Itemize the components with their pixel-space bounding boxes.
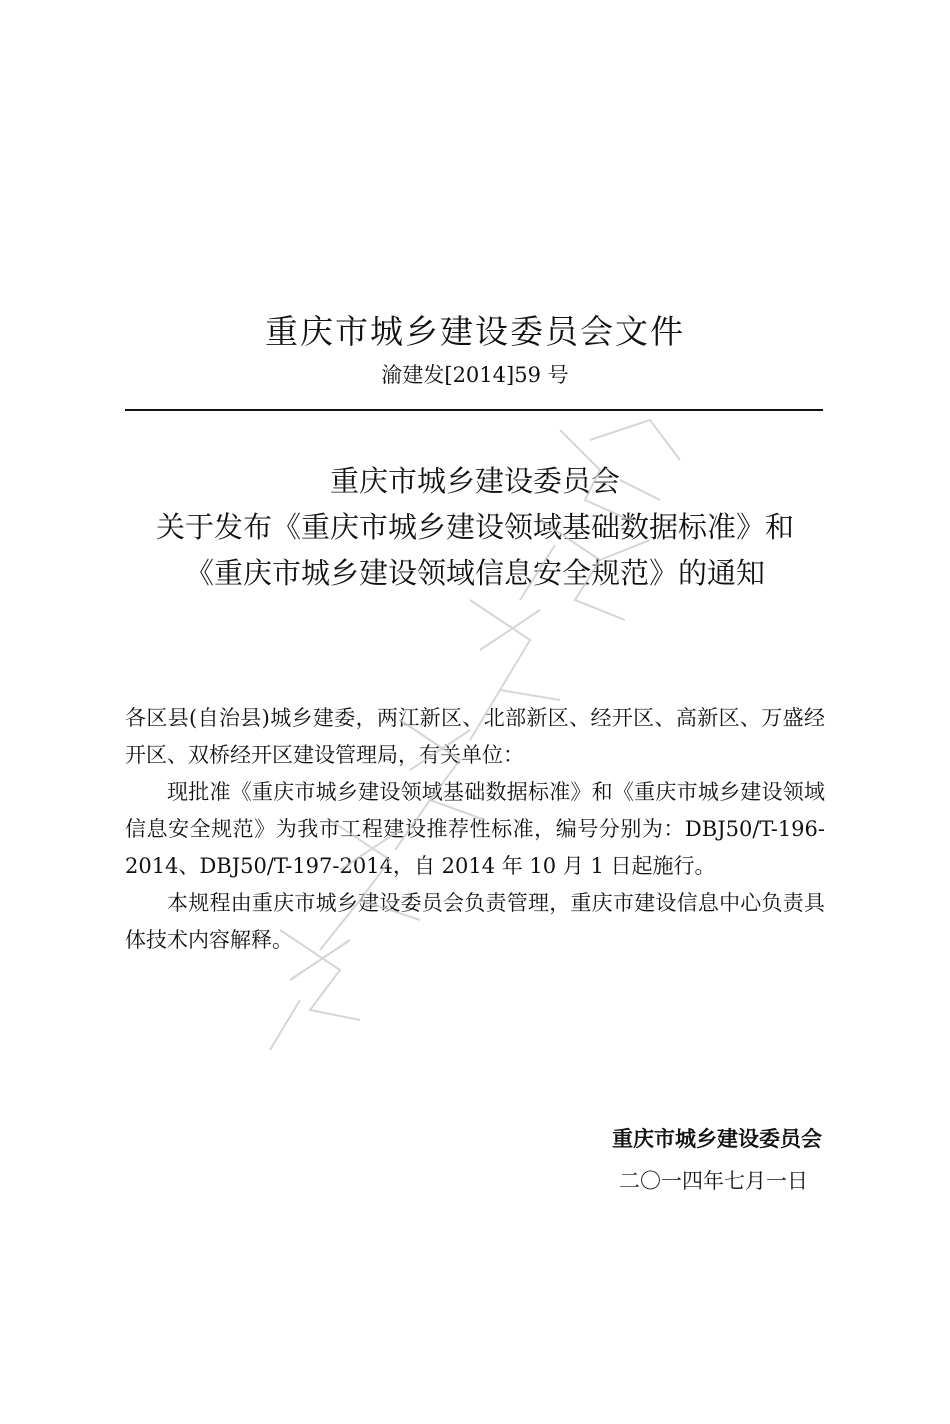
- notice-title: [0, 458, 950, 596]
- notice-title-line: 《重庆市城乡建设领域信息安全规范》的通知: [184, 556, 765, 590]
- header-divider: [125, 409, 823, 411]
- notice-title-line: 重庆市城乡建设委员会: [329, 464, 620, 498]
- notice-body: [125, 700, 825, 959]
- signature-block: [612, 1119, 822, 1201]
- recipients: 各区县(自治县)城乡建委，两江新区、北部新区、经开区、高新区、万盛经开区、双桥经开区建设管理局，有关单位：: [125, 706, 825, 767]
- doc-number: 渝建发[2014]59 号: [381, 363, 569, 387]
- signature-date: 二〇一四年七月一日: [619, 1169, 808, 1193]
- body-paragraph: 本规程由重庆市城乡建设委员会负责管理，重庆市建设信息中心负责具体技术内容解释。: [125, 891, 825, 952]
- signature-org: 重庆市城乡建设委员会: [612, 1126, 822, 1151]
- body-paragraph: 现批准《重庆市城乡建设领域基础数据标准》和《重庆市城乡建设领域信息安全规范》为我市工程建设推荐性标准，编号分别为：DBJ50/T-196-2014、DBJ50/T-197-2014，自 2014 年 10 月 1 日起施行。: [125, 780, 825, 878]
- header-title: 重庆市城乡建设委员会文件: [265, 312, 685, 351]
- notice-title-line: 关于发布《重庆市城乡建设领域基础数据标准》和: [155, 510, 794, 544]
